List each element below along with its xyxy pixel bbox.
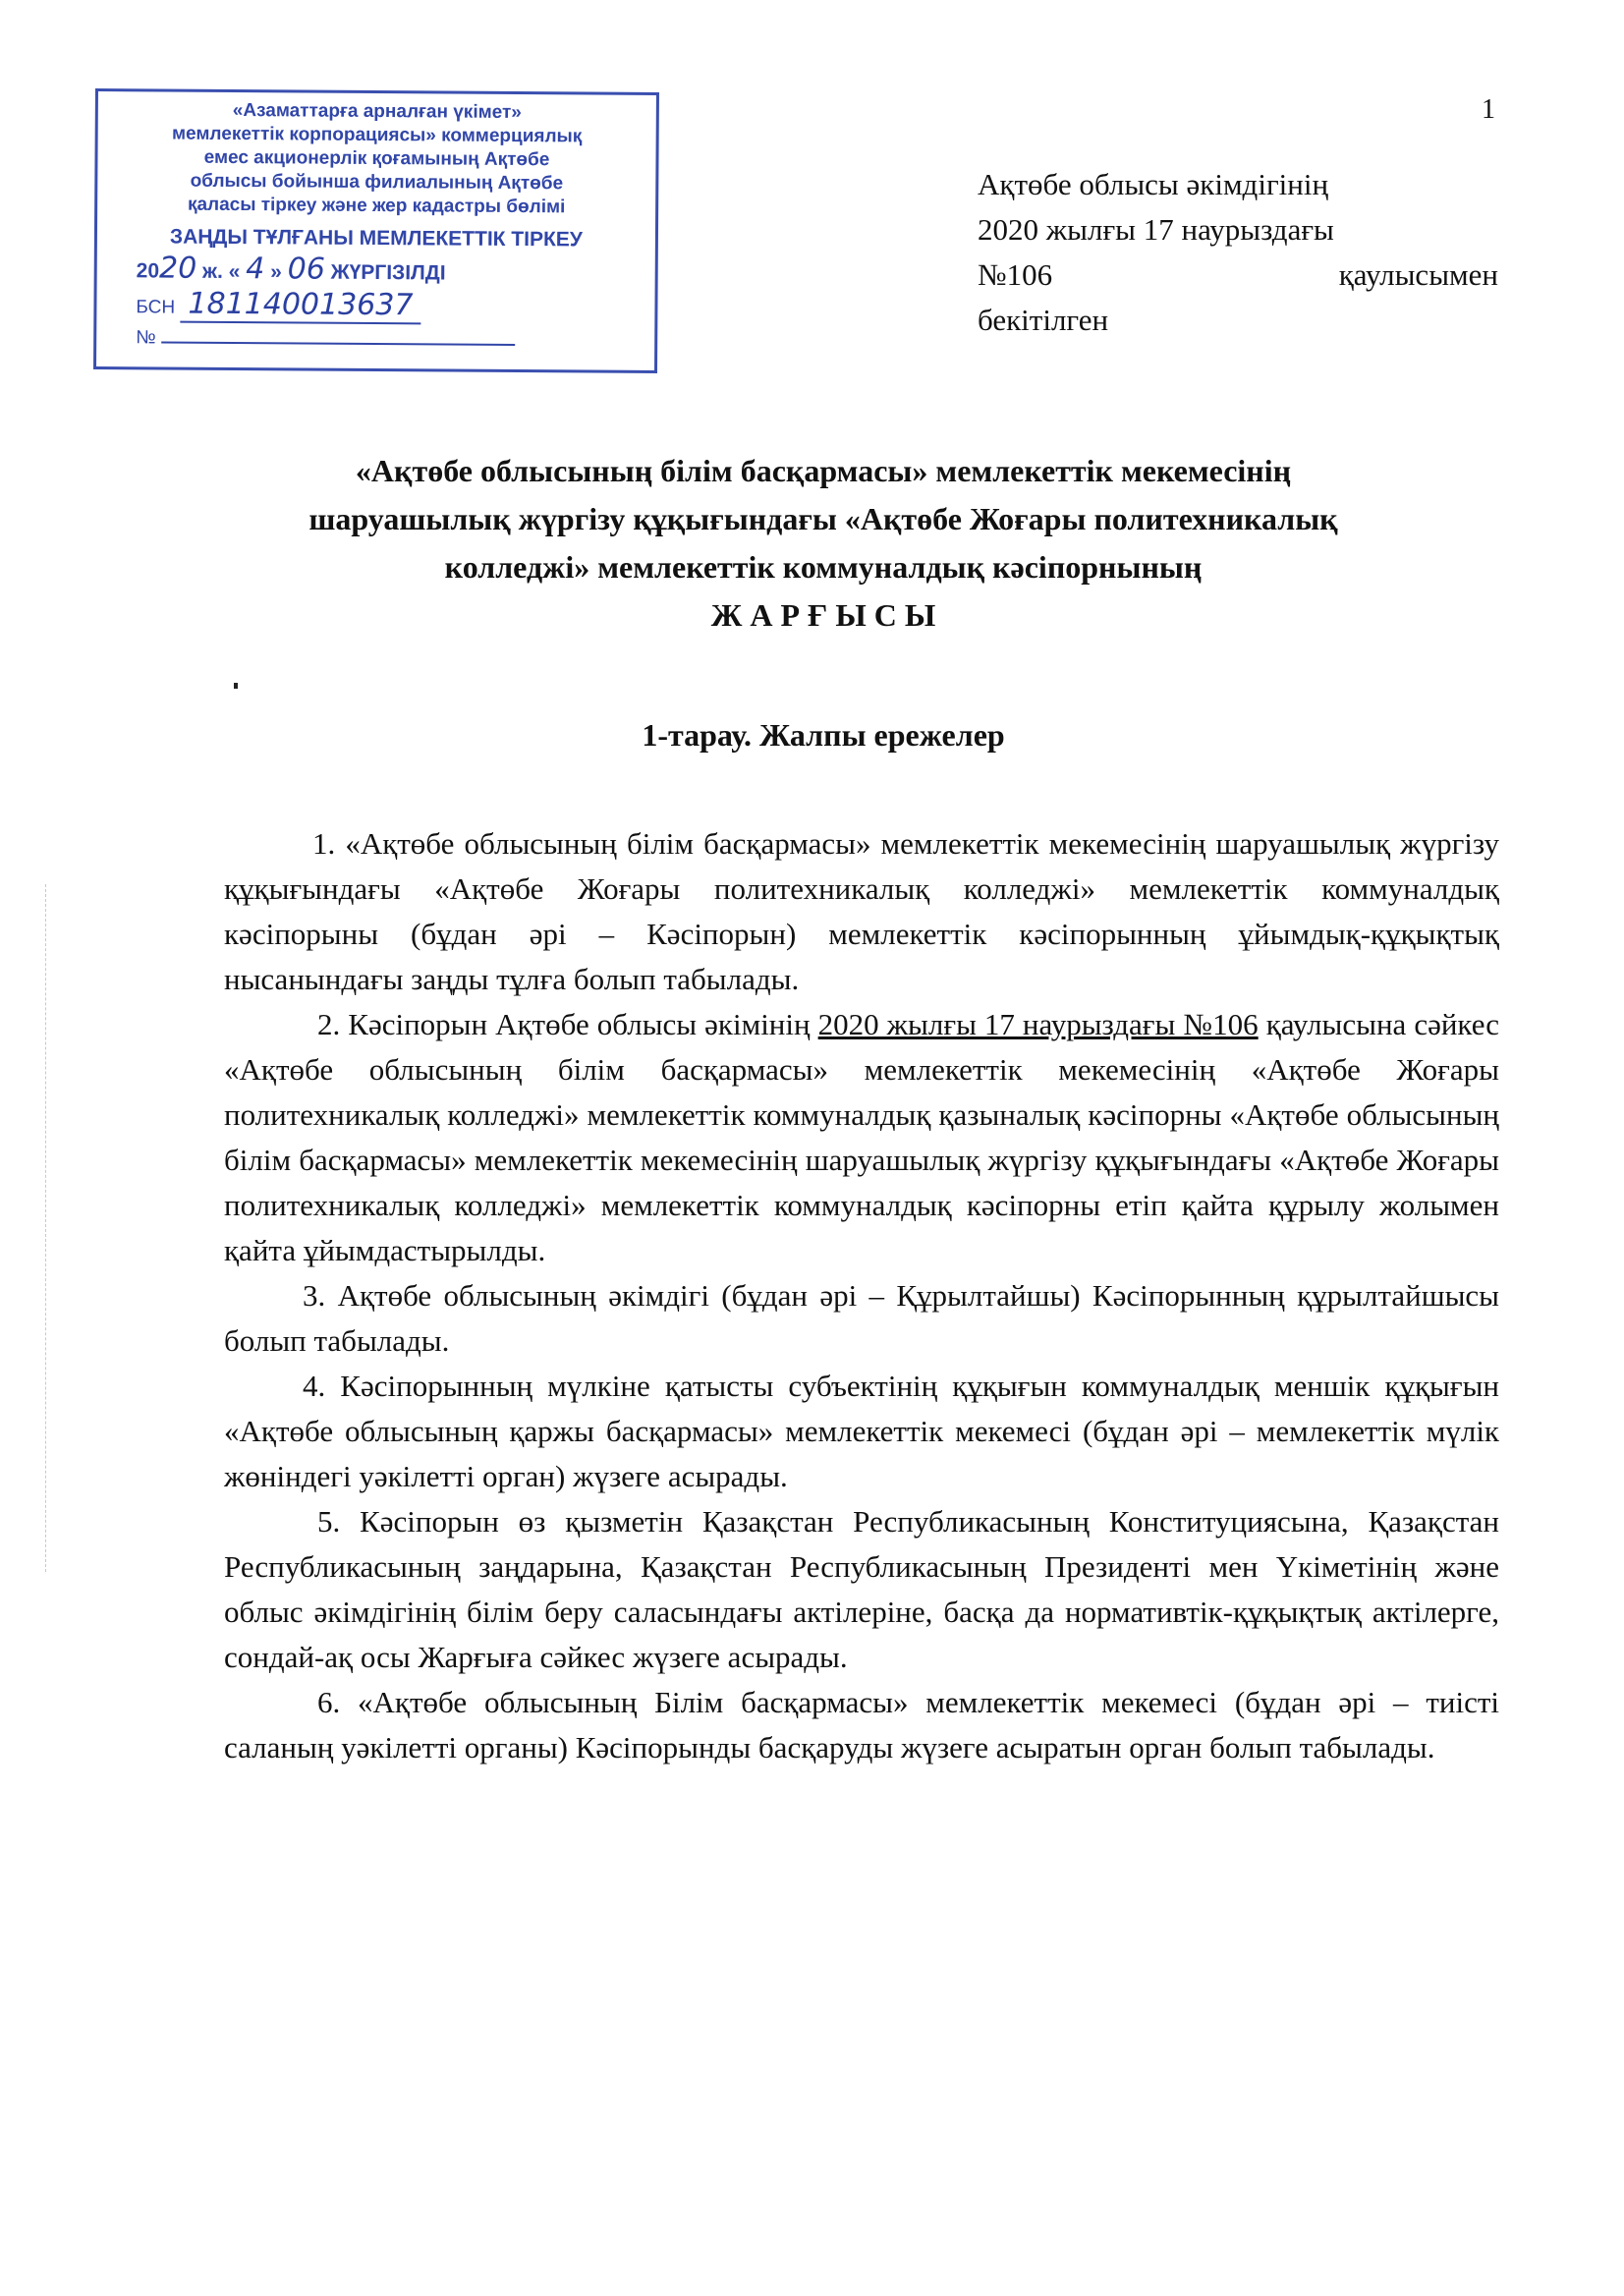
approval-line-4: бекітілген <box>978 303 1109 337</box>
chapter-heading: 1-тарау. Жалпы ережелер <box>642 717 1005 753</box>
stamp-line-2: мемлекеттік корпорациясы» коммерциялық <box>171 123 583 147</box>
approval-resolution: қаулысымен <box>1338 257 1498 292</box>
title-line-2: шаруашылық жүргізу құқығындағы «Ақтөбе Жоғары политехникалық <box>308 501 1338 536</box>
title-charter: Ж А Р Ғ Ы С Ы <box>710 597 936 633</box>
stamp-date-year: 20 <box>158 251 197 286</box>
stamp-line-6: ЗАҢДЫ ТҰЛҒАНЫ МЕМЛЕКЕТТІК ТІРКЕУ <box>169 225 584 252</box>
approval-line-3 <box>978 252 1498 298</box>
title-line-3: колледжі» мемлекеттік коммуналдық кәсіпорнының <box>444 549 1203 585</box>
stamp-no-blank <box>161 341 515 346</box>
paragraph-6: 6. «Ақтөбе облысының Білім басқармасы» мемлекеттік мекемесі (бұдан әрі – тиісті саланың уәкілетті органы) Кәсіпорынды басқаруды жүзеге асыратын орган болып табылады. <box>224 1685 1499 1764</box>
stamp-date-prefix: 20 <box>136 259 160 283</box>
paragraph-1: 1. «Ақтөбе облысының білім басқармасы» мемлекеттік мекемесінің шаруашылық жүргізу құқығындағы «Ақтөбе Жоғары политехникалық колледжі» мемлекеттік коммуналдық кәсіпорыны (бұдан әрі – Кәсіпорын) мемлекеттік кәсіпорынның ұйымдық-құқықтық нысанындағы заңды тұлға болып табылады. <box>224 826 1499 996</box>
approval-line-2: 2020 жылғы 17 наурыздағы <box>978 212 1334 247</box>
stamp-bin-label: БСН <box>136 297 176 318</box>
scan-margin-marks <box>45 884 76 1572</box>
registration-stamp <box>93 88 659 373</box>
stamp-bin-value: 181140013637 <box>180 287 420 325</box>
paragraph-2-start: 2. Кәсіпорын Ақтөбе облысы әкімінің <box>317 1007 818 1041</box>
stamp-date-line <box>137 251 632 289</box>
stamp-date-suffix: ЖҮРГІЗІЛДІ <box>330 260 446 285</box>
stamp-line-4: облысы бойынша филиалының Ақтөбе <box>190 170 564 195</box>
paragraph-4: 4. Кәсіпорынның мүлкіне қатысты субъектінің құқығын коммуналдық меншік құқығын «Ақтөбе облысының қаржы басқармасы» мемлекеттік мекемесі (бұдан әрі – мемлекеттік мүлік жөніндегі уәкілетті орган) жүзеге асырады. <box>224 1369 1499 1493</box>
approval-number: №106 <box>978 257 1053 292</box>
approval-line-1: Ақтөбе облысы әкімдігінің <box>978 167 1329 201</box>
approval-note <box>978 162 1498 343</box>
paragraph-3: 3. Ақтөбе облысының әкімдігі (бұдан әрі – Құрылтайшы) Кәсіпорынның құрылтайшысы болып табылады. <box>224 1278 1499 1358</box>
stamp-line-1: «Азаматтарға арналған үкімет» <box>232 99 522 124</box>
resolution-link[interactable]: 2020 жылғы 17 наурыздағы №106 <box>817 1007 1259 1041</box>
document-title <box>147 447 1499 640</box>
stamp-date-month: 06 <box>287 252 325 287</box>
stamp-no-label: № <box>136 327 156 349</box>
paragraph-2 <box>224 1002 1499 1273</box>
title-line-1: «Ақтөбе облысының білім басқармасы» мемлекеттік мекемесінің <box>355 453 1292 488</box>
page-number: 1 <box>1482 94 1495 125</box>
stamp-date-mid: ж. « <box>202 259 241 284</box>
stamp-date-day: 4 <box>246 252 265 287</box>
scan-speck <box>234 683 238 689</box>
stamp-line-5: қаласы тіркеу және жер кадастры бөлімі <box>187 194 566 218</box>
stamp-no-line <box>136 327 631 353</box>
stamp-bin-line <box>136 286 631 324</box>
stamp-date-month-sep: » <box>270 260 282 284</box>
document-body <box>224 821 1499 1770</box>
paragraph-2-end: қаулысына сәйкес «Ақтөбе облысының білім басқармасы» мемлекеттік мекемесінің «Ақтөбе Жоғары политехникалық колледжі» мемлекеттік коммуналдық қазыналық кәсіпорны «Ақтөбе облысының білім басқармасы» мемлекеттік мекемесінің шаруашылық жүргізу құқығындағы «Ақтөбе Жоғары политехникалық колледжі» мемлекеттік коммуналдық кәсіпорны етіп қайта құрылу жолымен қайта ұйымдастырылды. <box>224 1007 1500 1267</box>
stamp-line-3: емес акционерлік қоғамының Ақтөбе <box>203 146 550 171</box>
paragraph-5: 5. Кәсіпорын өз қызметін Қазақстан Республикасының Конституциясына, Қазақстан Республикасының заңдарына, Қазақстан Республикасының Президенті мен Үкіметінің және облыс әкімдігінің білім беру саласындағы актілеріне, басқа да нормативтік-құқықтық актілерге, сондай-ақ осы Жарғыға сәйкес жүзеге асырады. <box>224 1504 1499 1674</box>
